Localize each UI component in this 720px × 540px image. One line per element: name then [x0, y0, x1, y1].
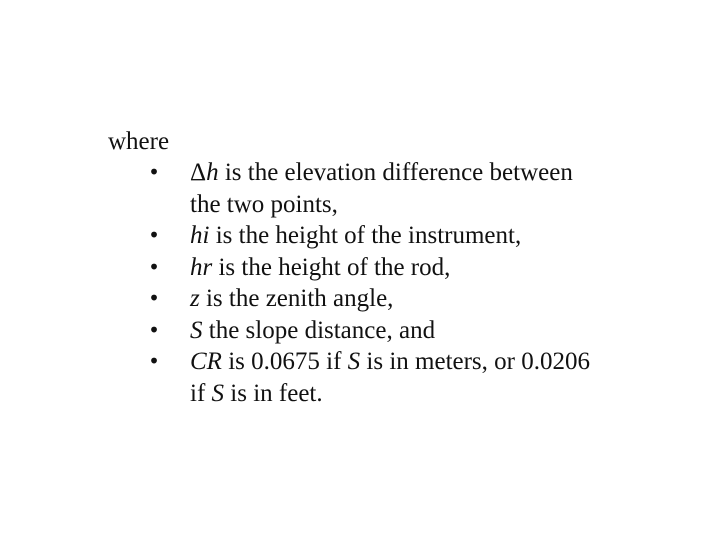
definition-line — [190, 220, 667, 252]
definition-text: is in feet. — [224, 379, 323, 407]
delta-symbol: Δ — [190, 159, 207, 186]
definition-item-hr — [147, 252, 667, 284]
definition-text: the slope distance, and — [202, 316, 436, 344]
variable-symbol: h — [206, 159, 219, 186]
variable-symbol: S — [211, 379, 225, 407]
bullet-icon: • — [148, 223, 160, 247]
definition-text: the two points, — [190, 190, 338, 218]
definition-text: if — [190, 379, 212, 407]
intro-text: where — [108, 128, 170, 155]
definition-line — [190, 157, 667, 189]
definition-text: is in meters, or 0.0206 — [360, 348, 590, 375]
definition-item-cr — [147, 346, 667, 409]
variable-symbol: z — [190, 285, 200, 312]
definition-text: is 0.0675 if — [221, 348, 348, 375]
definition-item-hi — [147, 220, 667, 252]
definition-item-s — [147, 315, 667, 347]
definition-text: is the zenith angle, — [199, 285, 394, 312]
variable-symbol: hi — [190, 222, 210, 249]
definition-line — [190, 315, 667, 347]
definition-item-delta-h — [147, 157, 667, 220]
variable-symbol: CR — [190, 348, 222, 375]
bullet-icon: • — [148, 349, 160, 373]
definition-line — [190, 252, 667, 284]
variable-symbol: S — [347, 348, 361, 375]
bullet-icon: • — [148, 254, 160, 279]
variable-symbol: hr — [190, 253, 213, 281]
variable-symbol: S — [190, 316, 203, 344]
definition-list — [147, 157, 667, 409]
definition-line — [190, 346, 667, 378]
bullet-icon: • — [148, 160, 160, 184]
definition-line — [190, 378, 667, 410]
definition-text: is the elevation difference between — [218, 159, 573, 186]
definition-line — [190, 283, 667, 315]
definition-line — [190, 189, 667, 221]
definition-text: is the height of the instrument, — [209, 222, 522, 249]
bullet-icon: • — [148, 286, 160, 310]
definition-item-z — [147, 283, 667, 315]
definition-text: is the height of the rod, — [212, 253, 451, 281]
bullet-icon: • — [148, 317, 160, 342]
